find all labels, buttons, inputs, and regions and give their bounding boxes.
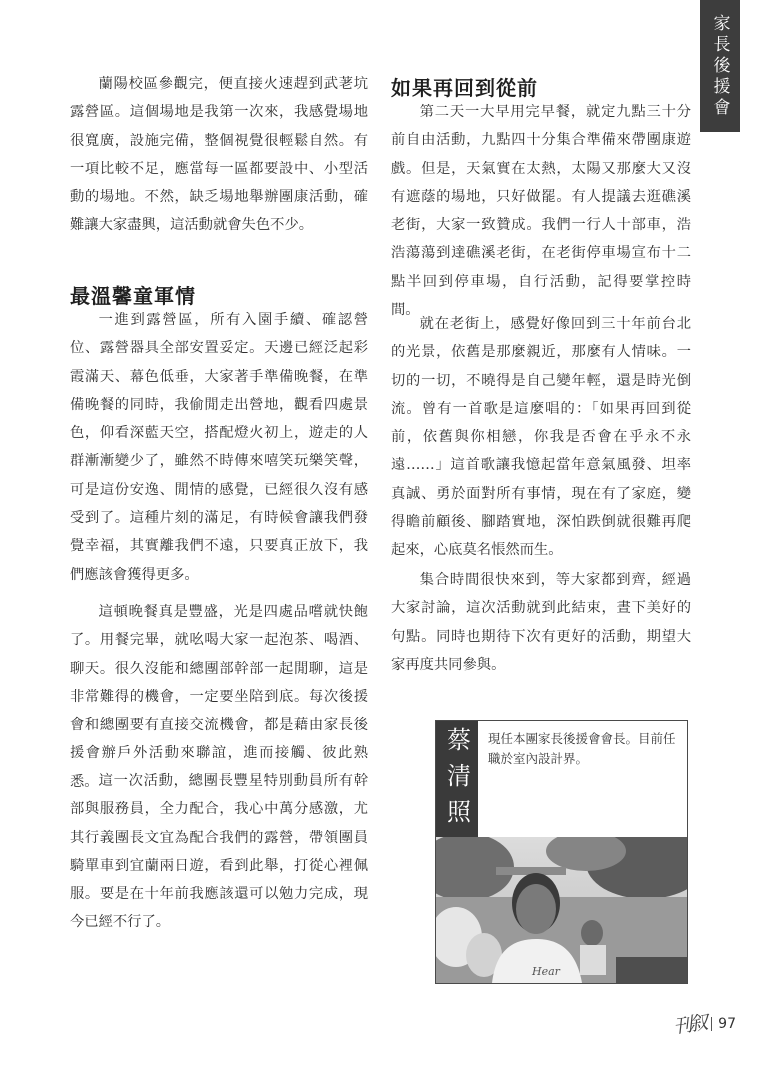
author-bio: 現任本團家長後援會會長。目前任職於室內設計界。 [488, 731, 676, 766]
page-footer [673, 1010, 736, 1037]
shirt-print: Hear [532, 965, 560, 978]
page-number: 97 [718, 1015, 736, 1032]
body-paragraph: 這一次活動，總團長豐星特別動員所有幹部與服務員，全力配合，我心中萬分感激，尤其行義團長文宜為配合我們的露營，帶領團員騎單車到宜蘭兩日遊，看到此舉，打從心裡佩服。要是在十年前我應該還可以勉力完成，現今已經不行了。 [70, 773, 368, 931]
body-paragraph: 第二天一大早用完早餐，就定九點三十分前自由活動，九點四十分集合準備來帶團康遊戲。但是，天氣實在太熱，太陽又那麼大又沒有遮蔭的場地，只好做罷。有人提議去逛礁溪老街，大家一致贊成。我們一行人十部車，浩浩蕩蕩到達礁溪老街，在老街停車場宣布十二點半回到停車場，自行活動，記得要掌控時間。 [391, 104, 691, 319]
footer-divider [711, 1017, 712, 1031]
body-paragraph: 一進到露營區，所有入園手續、確認營位、露營器具全部安置妥定。天邊已經泛起彩霞滿天、幕色低垂，大家著手準備晚餐，在準備晚餐的同時，我偷閒走出營地，觀看四處景色，仰看深藍天空，搭配燈火初上，遊走的人群漸漸變少了，雖然不時傳來嘻笑玩樂笑聲，可是這份安逸、閒情的感覺，已經很久沒有感受到了。這種片刻的滿足，有時候會讓我們發覺幸福，其實離我們不遠，只要真正放下，我們應該會獲得更多。 [70, 312, 368, 583]
magazine-logo: 刊叙 [671, 1011, 707, 1039]
intro-paragraph: 蘭陽校區參觀完，便直接火速趕到武荖坑露營區。這個場地是我第一次來，我感覺場地很寬廣，設施完備，整個視覺很輕鬆自然。有一項比較不足，應當每一區都要設中、小型活動的場地。不然，缺乏場地舉辦團康活動，確難讓大家盡興，這活動就會失色不少。 [70, 76, 368, 234]
author-photo [436, 837, 687, 983]
section-heading-back-to-past: 如果再回到從前 [391, 76, 538, 100]
author-name-block [436, 721, 478, 837]
section-heading-warm-scout: 最溫馨童軍情 [70, 284, 196, 308]
body-paragraph: 就在老街上，感覺好像回到三十年前台北的光景，依舊是那麼親近，那麼有人情味。一切的一切，不曉得是自己變年輕，還是時光倒流。曾有一首歌是這麼唱的：「如果再回到從前，依舊與你相戀，你我是否會在乎永不永遠……」這首歌讓我憶起當年意氣風發、坦率真誠、勇於面對所有事情，現在有了家庭，變得瞻前顧後、腳踏實地，深怕跌倒就很難再爬起來，心底莫名悵然而生。 [391, 316, 691, 559]
body-paragraph: 這頓晚餐真是豐盛，光是四處品嚐就快飽了。用餐完畢，就吆喝大家一起泡茶、喝酒、聊天。很久沒能和總團部幹部一起閒聊，這是非常難得的機會，一定要坐陪到底。每次後援會和總團要有直接交流機會，都是藉由家長後援會辦戶外活動來聯誼，進而接觸、彼此熟悉。 [70, 604, 368, 790]
section-tab [700, 0, 740, 132]
author-box [435, 720, 688, 984]
section-tab-label: 家長後援會 [709, 14, 730, 119]
body-paragraph: 集合時間很快來到，等大家都到齊，經過大家討論，這次活動就到此結束，晝下美好的句點。同時也期待下次有更好的活動，期望大家再度共同參與。 [391, 572, 691, 673]
author-name: 蔡清照 [442, 727, 471, 835]
